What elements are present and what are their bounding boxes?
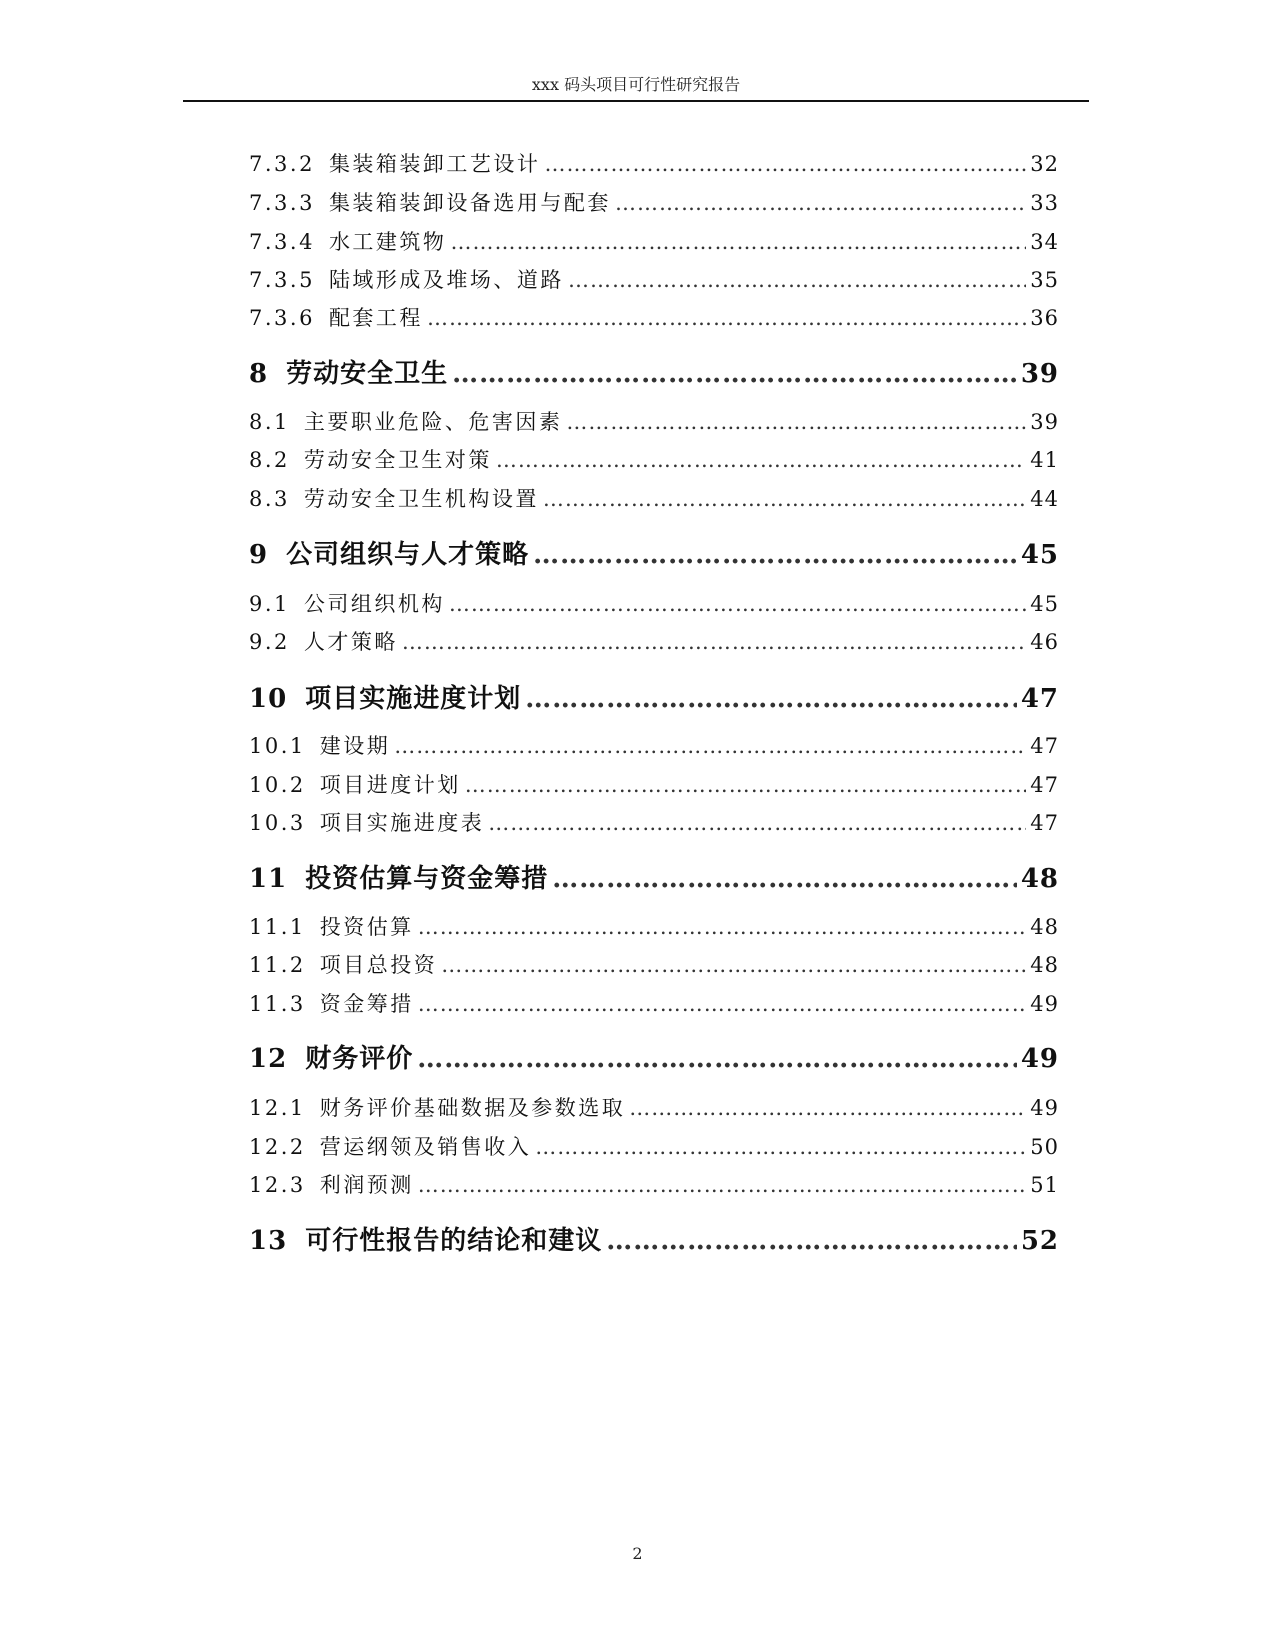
toc-entry[interactable]: [249, 226, 1059, 256]
toc-entry-number: 11.2: [249, 953, 306, 977]
toc-entry[interactable]: [249, 588, 1059, 618]
toc-dot-leader: [496, 448, 1026, 472]
toc-entry[interactable]: [249, 1131, 1059, 1161]
toc-entry-number: 10: [249, 684, 288, 714]
toc-entry-number: 12.1: [249, 1096, 306, 1120]
toc-chapter-entry[interactable]: [249, 678, 1059, 714]
toc-entry-page: 47: [1020, 684, 1059, 714]
toc-entry-page: 46: [1030, 630, 1059, 654]
toc-dot-leader: [606, 1226, 1017, 1256]
toc-entry-title: 投资估算与资金筹措: [305, 864, 549, 894]
toc-entry[interactable]: [249, 807, 1059, 837]
toc-entry-number: 13: [249, 1226, 288, 1256]
toc-entry-number: 11.3: [249, 992, 306, 1016]
toc-entry-page: 47: [1030, 773, 1059, 797]
toc-entry[interactable]: [249, 148, 1059, 178]
toc-entry-number: 7.3.5: [249, 268, 315, 292]
toc-dot-leader: [441, 953, 1026, 977]
toc-entry[interactable]: [249, 769, 1059, 799]
toc-entry[interactable]: [249, 444, 1059, 474]
toc-dot-leader: [566, 410, 1026, 434]
toc-entry-page: 47: [1030, 811, 1059, 835]
toc-dot-leader: [394, 734, 1026, 758]
toc-chapter-entry[interactable]: [249, 1220, 1059, 1256]
toc-chapter-entry[interactable]: [249, 1038, 1059, 1074]
toc-entry-page: 35: [1030, 268, 1059, 292]
toc-entry-title: 建设期: [319, 734, 391, 758]
toc-entry-page: 50: [1030, 1135, 1059, 1159]
toc-entry-number: 11: [249, 864, 288, 894]
toc-entry[interactable]: [249, 1092, 1059, 1122]
toc-entry-title: 集装箱装卸工艺设计: [328, 152, 541, 176]
toc-entry-title: 劳动安全卫生: [286, 359, 449, 389]
toc-entry-number: 12: [249, 1044, 288, 1074]
toc-chapter-entry[interactable]: [249, 534, 1059, 570]
toc-chapter-entry[interactable]: [249, 858, 1059, 894]
toc-entry[interactable]: [249, 187, 1059, 217]
toc-entry-title: 水工建筑物: [328, 230, 447, 254]
header-rule: [183, 100, 1089, 102]
toc-entry-page: 49: [1020, 1044, 1059, 1074]
toc-entry[interactable]: [249, 483, 1059, 513]
toc-entry-number: 9: [249, 540, 269, 570]
toc-entry-page: 51: [1030, 1173, 1059, 1197]
toc-entry-title: 营运纲领及销售收入: [319, 1135, 532, 1159]
toc-entry[interactable]: [249, 626, 1059, 656]
toc-entry-number: 8.2: [249, 448, 290, 472]
toc-entry-title: 人才策略: [303, 630, 398, 654]
toc-entry-title: 项目进度计划: [319, 773, 461, 797]
toc-dot-leader: [615, 191, 1026, 215]
toc-entry-number: 8.1: [249, 410, 290, 434]
toc-entry-title: 陆域形成及堆场、道路: [328, 268, 564, 292]
toc-entry-title: 资金筹措: [319, 992, 414, 1016]
toc-entry-page: 33: [1030, 191, 1059, 215]
toc-entry-page: 48: [1020, 864, 1059, 894]
toc-entry-page: 49: [1030, 1096, 1059, 1120]
toc-entry[interactable]: [249, 911, 1059, 941]
toc-entry-page: 45: [1030, 592, 1059, 616]
page-header: xxx 码头项目可行性研究报告: [531, 75, 741, 94]
toc-entry-number: 9.2: [249, 630, 290, 654]
toc-dot-leader: [552, 864, 1017, 894]
toc-entry-number: 8.3: [249, 487, 290, 511]
toc-entry-title: 主要职业危险、危害因素: [303, 410, 563, 434]
toc-entry-number: 10.3: [249, 811, 306, 835]
toc-entry-title: 公司组织机构: [303, 592, 445, 616]
toc-entry-number: 7.3.3: [249, 191, 315, 215]
toc-entry-title: 配套工程: [328, 306, 423, 330]
toc-dot-leader: [544, 152, 1026, 176]
toc-entry-page: 36: [1030, 306, 1059, 330]
page-number: 2: [632, 1544, 643, 1563]
toc-entry-page: 48: [1030, 915, 1059, 939]
toc-entry-page: 34: [1030, 230, 1059, 254]
toc-entry-title: 公司组织与人才策略: [286, 540, 530, 570]
toc-entry-page: 41: [1030, 448, 1059, 472]
toc-entry-title: 集装箱装卸设备选用与配套: [328, 191, 611, 215]
toc-entry-title: 可行性报告的结论和建议: [305, 1226, 603, 1256]
toc-entry-title: 项目实施进度计划: [305, 684, 522, 714]
toc-entry-title: 利润预测: [319, 1173, 414, 1197]
toc-entry-number: 8: [249, 359, 269, 389]
toc-dot-leader: [418, 915, 1027, 939]
toc-entry-page: 48: [1030, 953, 1059, 977]
toc-dot-leader: [525, 684, 1017, 714]
toc-dot-leader: [452, 359, 1017, 389]
toc-entry-title: 投资估算: [319, 915, 414, 939]
toc-entry[interactable]: [249, 1169, 1059, 1199]
toc-dot-leader: [418, 1173, 1027, 1197]
toc-entry-title: 劳动安全卫生对策: [303, 448, 492, 472]
toc-entry-page: 32: [1030, 152, 1059, 176]
toc-dot-leader: [402, 630, 1026, 654]
toc-entry[interactable]: [249, 406, 1059, 436]
toc-entry[interactable]: [249, 988, 1059, 1018]
toc-entry-page: 39: [1030, 410, 1059, 434]
toc-entry-number: 7.3.6: [249, 306, 315, 330]
toc-entry-number: 10.1: [249, 734, 306, 758]
toc-dot-leader: [427, 306, 1026, 330]
toc-entry-number: 9.1: [249, 592, 290, 616]
toc-entry-number: 7.3.4: [249, 230, 315, 254]
toc-entry-page: 52: [1020, 1226, 1059, 1256]
toc-dot-leader: [533, 540, 1017, 570]
toc-dot-leader: [535, 1135, 1026, 1159]
toc-entry[interactable]: [249, 302, 1059, 332]
toc-dot-leader: [465, 773, 1027, 797]
toc-entry[interactable]: [249, 730, 1059, 760]
toc-entry-title: 项目实施进度表: [319, 811, 485, 835]
toc-dot-leader: [450, 230, 1026, 254]
toc-entry-page: 39: [1020, 359, 1059, 389]
toc-entry-title: 劳动安全卫生机构设置: [303, 487, 539, 511]
toc-chapter-entry[interactable]: [249, 353, 1059, 389]
toc-entry-page: 47: [1030, 734, 1059, 758]
toc-dot-leader: [417, 1044, 1017, 1074]
toc-entry-number: 12.3: [249, 1173, 306, 1197]
toc-entry-page: 49: [1030, 992, 1059, 1016]
toc-entry-title: 财务评价基础数据及参数选取: [319, 1096, 626, 1120]
toc-dot-leader: [418, 992, 1027, 1016]
toc-entry-page: 45: [1020, 540, 1059, 570]
toc-entry-number: 10.2: [249, 773, 306, 797]
toc-entry-number: 7.3.2: [249, 152, 315, 176]
toc-dot-leader: [449, 592, 1026, 616]
toc-entry[interactable]: [249, 264, 1059, 294]
toc-entry-page: 44: [1030, 487, 1059, 511]
toc-entry-title: 项目总投资: [319, 953, 438, 977]
toc-entry[interactable]: [249, 949, 1059, 979]
toc-dot-leader: [543, 487, 1026, 511]
toc-entry-number: 12.2: [249, 1135, 306, 1159]
toc-dot-leader: [568, 268, 1026, 292]
toc-dot-leader: [629, 1096, 1026, 1120]
toc-entry-number: 11.1: [249, 915, 306, 939]
toc-dot-leader: [488, 811, 1026, 835]
toc-entry-title: 财务评价: [305, 1044, 414, 1074]
